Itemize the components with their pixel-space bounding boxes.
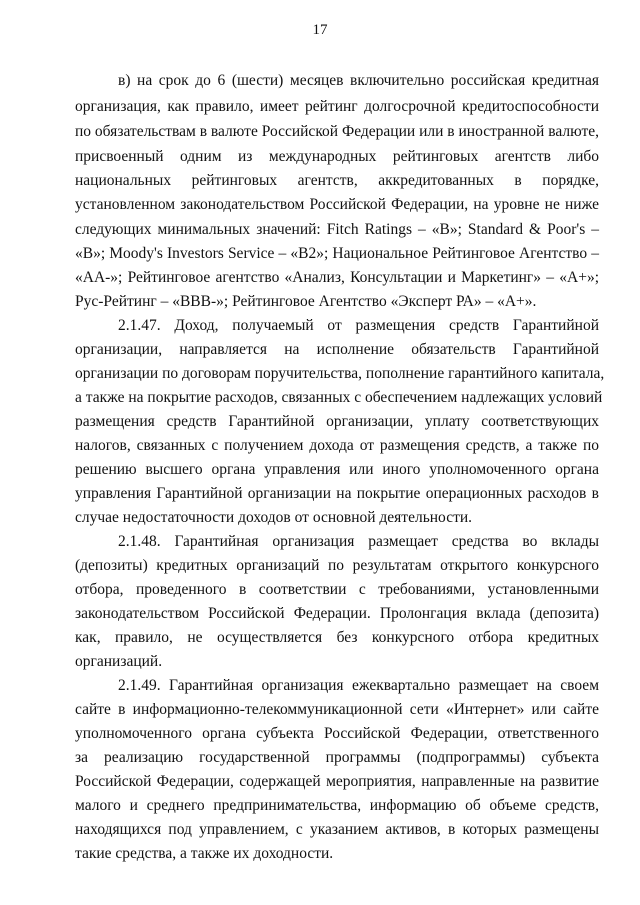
page-number: 17	[312, 22, 328, 38]
text-line: налогов, связанных с получением дохода от размещения средств, а также по	[75, 437, 599, 454]
text-line: организация, как правило, имеет рейтинг долгосрочной кредитоспособности	[75, 98, 599, 115]
text-line: организации, направляется на исполнение обязательств Гарантийной	[75, 341, 599, 358]
text-line: управления Гарантийной организации на покрытие операционных расходов в	[75, 485, 599, 502]
text-line: (депозиты) кредитных организаций по результатам открытого конкурсного	[75, 557, 599, 574]
text-line: Рус-Рейтинг – «BBB-»; Рейтинговое Агентство «Эксперт РА» – «А+».	[75, 293, 537, 310]
text-line: как, правило, не осуществляется без конкурсного отбора кредитных	[75, 629, 599, 646]
text-line: «АА-»; Рейтинговое агентство «Анализ, Консультации и Маркетинг» – «А+»;	[75, 269, 599, 286]
text-line: «B»; Moody's Investors Service – «B2»; Национальное Рейтинговое Агентство –	[75, 245, 599, 262]
text-line: решению высшего органа управления или иного уполномоченного органа	[75, 461, 599, 478]
text-line: присвоенный одним из международных рейтинговых агентств либо	[75, 148, 599, 165]
text-line: такие средства, а также их доходности.	[75, 845, 334, 862]
text-line: находящихся под управлением, с указанием активов, в которых размещены	[75, 821, 599, 838]
text-line: 2.1.47. Доход, получаемый от размещения средств Гарантийной	[118, 317, 599, 334]
text-line: размещения средств Гарантийной организации, уплату соответствующих	[75, 413, 599, 430]
text-line: законодательством Российской Федерации. Пролонгация вклада (депозита)	[75, 605, 599, 622]
text-line: в) на срок до 6 (шести) месяцев включительно российская кредитная	[118, 72, 599, 89]
text-line: национальных рейтинговых агентств, аккредитованных в порядке,	[75, 172, 599, 189]
text-line: а также на покрытие расходов, связанных с обеспечением надлежащих условий	[75, 389, 603, 406]
text-line: организаций.	[75, 653, 163, 670]
text-line: Российской Федерации, содержащей мероприятия, направленные на развитие	[75, 773, 599, 790]
text-line: по обязательствам в валюте Российской Федерации или в иностранной валюте,	[75, 123, 599, 140]
text-line: малого и среднего предпринимательства, информацию об объеме средств,	[75, 797, 599, 814]
text-line: за реализацию государственной программы (подпрограммы) субъекта	[75, 749, 599, 766]
text-line: 2.1.49. Гарантийная организация ежеквартально размещает на своем	[118, 677, 599, 694]
text-line: уполномоченного органа субъекта Российской Федерации, ответственного	[75, 725, 599, 742]
text-line: установленном законодательством Российской Федерации, на уровне не ниже	[75, 196, 599, 213]
text-line: сайте в информационно-телекоммуникационной сети «Интернет» или сайте	[75, 701, 599, 718]
text-line: организации по договорам поручительства, пополнение гарантийного капитала,	[75, 365, 605, 382]
text-line: отбора, проведенного в соответствии с требованиями, установленными	[75, 581, 599, 598]
text-line: следующих минимальных значений: Fitch Ratings – «B»; Standard & Poor's –	[75, 221, 599, 238]
text-line: 2.1.48. Гарантийная организация размещает средства во вклады	[118, 533, 599, 550]
text-line: случае недостаточности доходов от основной деятельности.	[75, 509, 473, 526]
